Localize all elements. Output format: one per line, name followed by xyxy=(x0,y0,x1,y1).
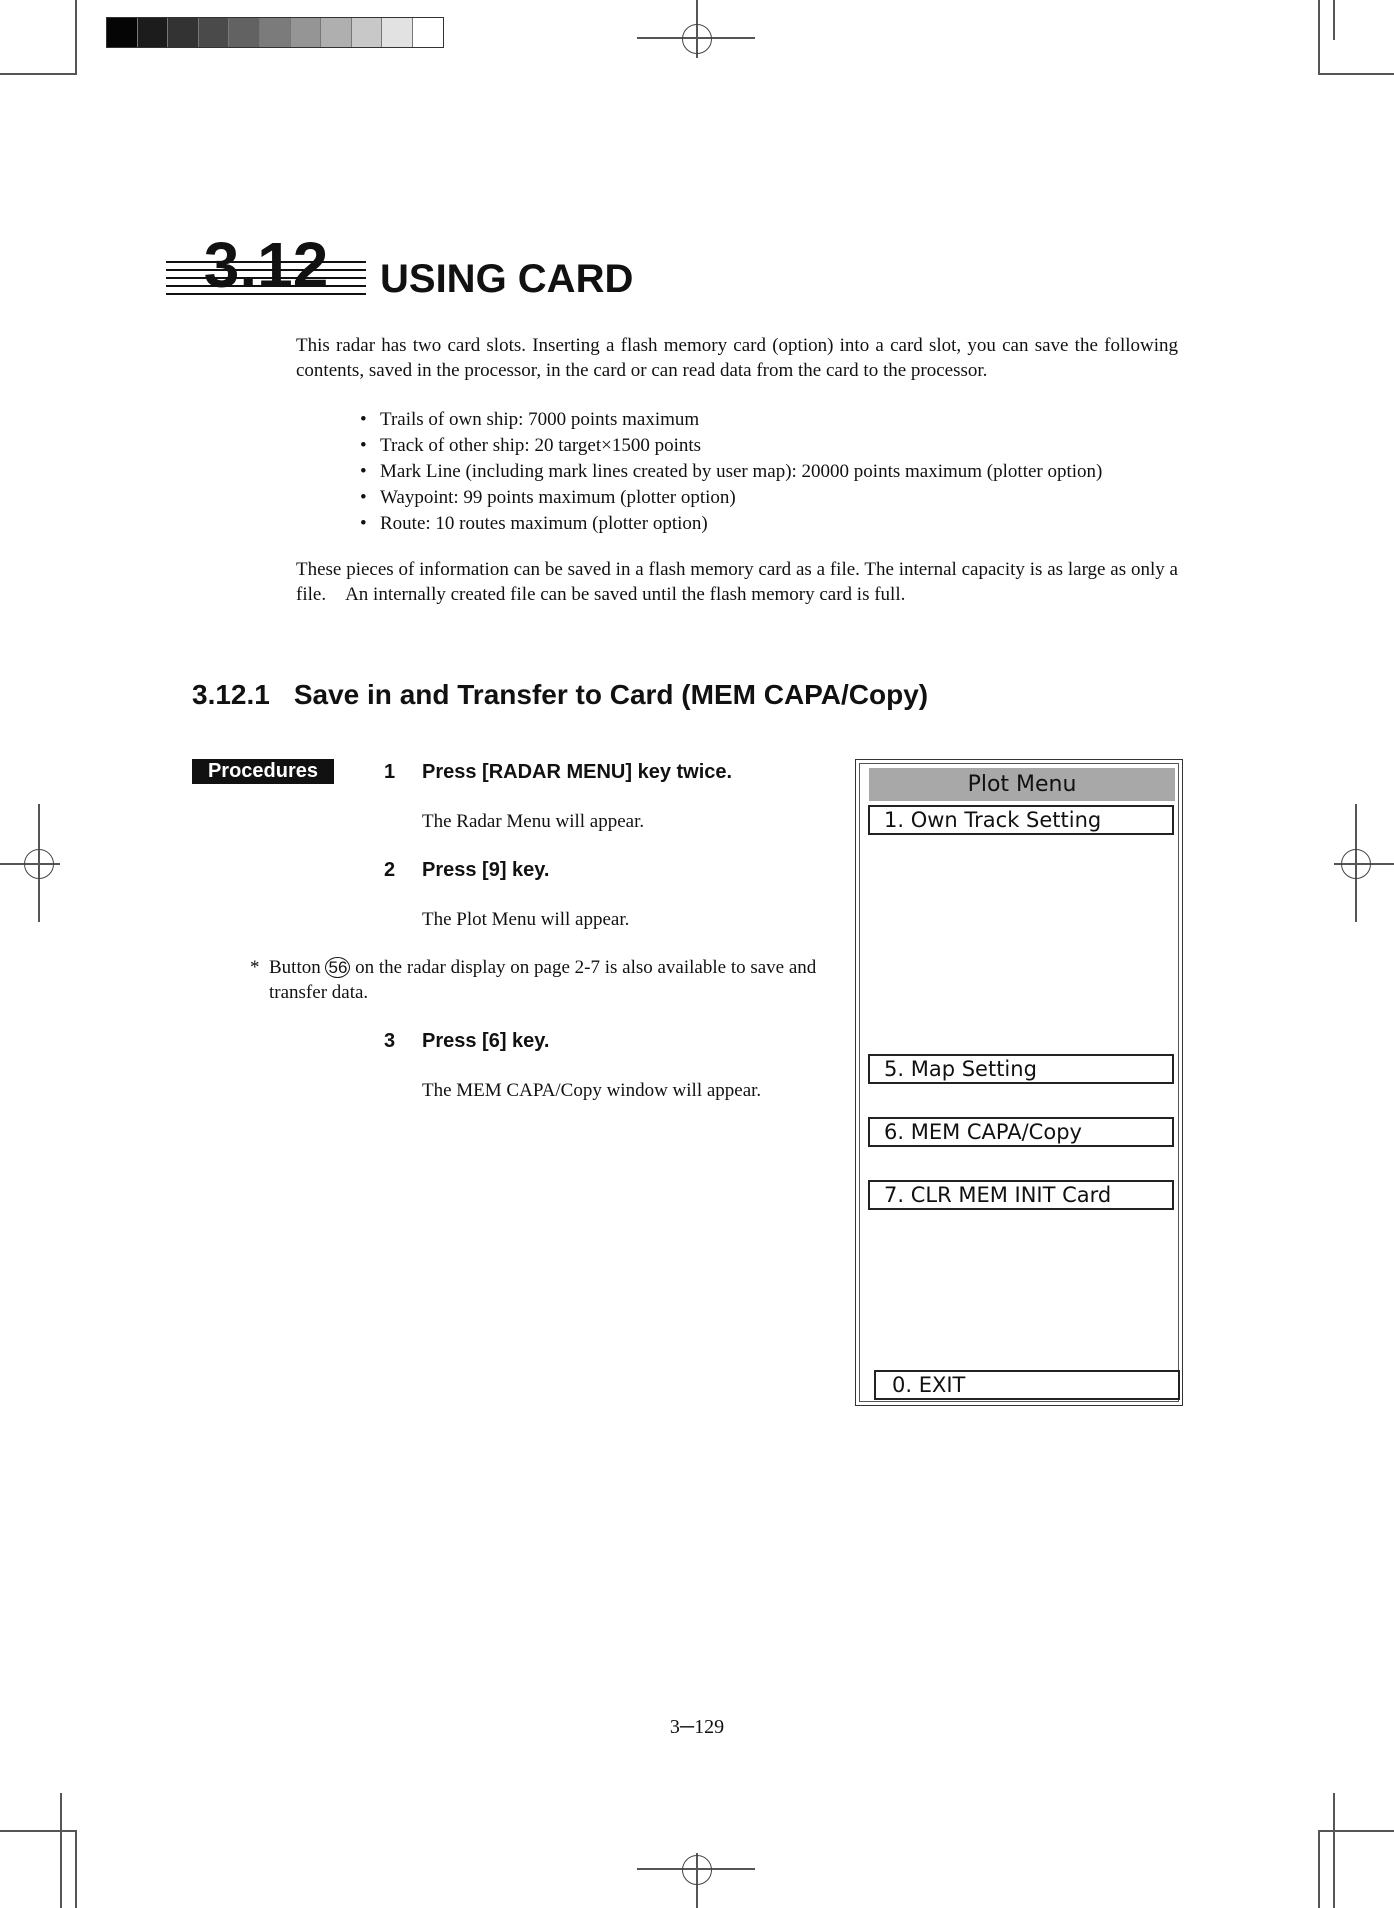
menu-item-clr-mem-init-card[interactable]: 7. CLR MEM INIT Card xyxy=(868,1180,1174,1210)
plot-menu-title: Plot Menu xyxy=(869,768,1175,801)
step-3 xyxy=(384,1028,550,1054)
menu-item-map-setting[interactable]: 5. Map Setting xyxy=(868,1054,1174,1084)
menu-item-own-track-setting[interactable]: 1. Own Track Setting xyxy=(868,805,1174,835)
step-instruction: Press [9] key. xyxy=(422,859,550,881)
gray-swatch xyxy=(107,18,138,47)
step-number: 3 xyxy=(384,1030,396,1052)
step-instruction: Press [RADAR MENU] key twice. xyxy=(422,761,733,783)
step-2 xyxy=(384,857,550,883)
closing-paragraph: These pieces of information can be saved in a flash memory card as a file. The internal capacity is as large as only a file. An internally created file can be saved until the flash memory card is full. xyxy=(296,559,1178,605)
gray-swatch xyxy=(321,18,352,47)
gray-swatch xyxy=(352,18,383,47)
gray-swatch xyxy=(168,18,199,47)
gray-swatch xyxy=(138,18,169,47)
section-title: Save in and Transfer to Card (MEM CAPA/Copy) xyxy=(293,679,929,710)
step-result: The Plot Menu will appear. xyxy=(422,909,630,930)
step-result: The Radar Menu will appear. xyxy=(422,811,645,832)
menu-item-mem-capa-copy[interactable]: 6. MEM CAPA/Copy xyxy=(868,1117,1174,1147)
note-suffix: on the radar display on page 2-7 is also available to save and transfer data. xyxy=(269,957,817,1003)
section-number: 3.12.1 xyxy=(192,679,270,710)
gray-swatch xyxy=(291,18,322,47)
step-number: 2 xyxy=(384,859,396,881)
step-number: 1 xyxy=(384,761,396,783)
gray-swatch xyxy=(229,18,260,47)
gray-swatch xyxy=(260,18,291,47)
intro-paragraph: This radar has two card slots. Inserting a flash memory card (option) into a card slot, you can save the following contents, saved in the processor, in the card or can read data from the card to the processor. xyxy=(296,335,1178,381)
gray-swatch xyxy=(413,18,443,47)
gray-swatch xyxy=(199,18,230,47)
note-text xyxy=(269,955,840,1005)
button-56-icon: 56 xyxy=(325,957,350,978)
procedures-badge: Procedures xyxy=(192,759,334,784)
menu-item-exit[interactable]: 0. EXIT xyxy=(874,1370,1180,1400)
step-1 xyxy=(384,759,732,785)
note-prefix: Button xyxy=(269,957,321,978)
list-item: • Route: 10 routes maximum (plotter option) xyxy=(360,513,708,534)
list-item: • Waypoint: 99 points maximum (plotter option) xyxy=(360,487,736,508)
list-item: • Mark Line (including mark lines created by user map): 20000 points maximum (plotter option) xyxy=(360,461,1103,482)
chapter-number: 3.12 xyxy=(203,229,329,301)
section-heading xyxy=(192,678,928,712)
plot-menu-window xyxy=(855,759,1183,1406)
page-number: 3─129 xyxy=(669,1716,725,1738)
chapter-title: USING CARD xyxy=(380,257,634,301)
content-list xyxy=(356,407,1102,537)
gray-swatch xyxy=(382,18,413,47)
step-instruction: Press [6] key. xyxy=(422,1030,550,1052)
step-result: The MEM CAPA/Copy window will appear. xyxy=(422,1080,762,1101)
list-item: • Trails of own ship: 7000 points maximum xyxy=(360,409,700,430)
note-asterisk: * xyxy=(250,957,260,978)
gray-scale-bar xyxy=(106,17,444,48)
note xyxy=(250,955,840,1005)
list-item: • Track of other ship: 20 target×1500 points xyxy=(360,435,702,456)
